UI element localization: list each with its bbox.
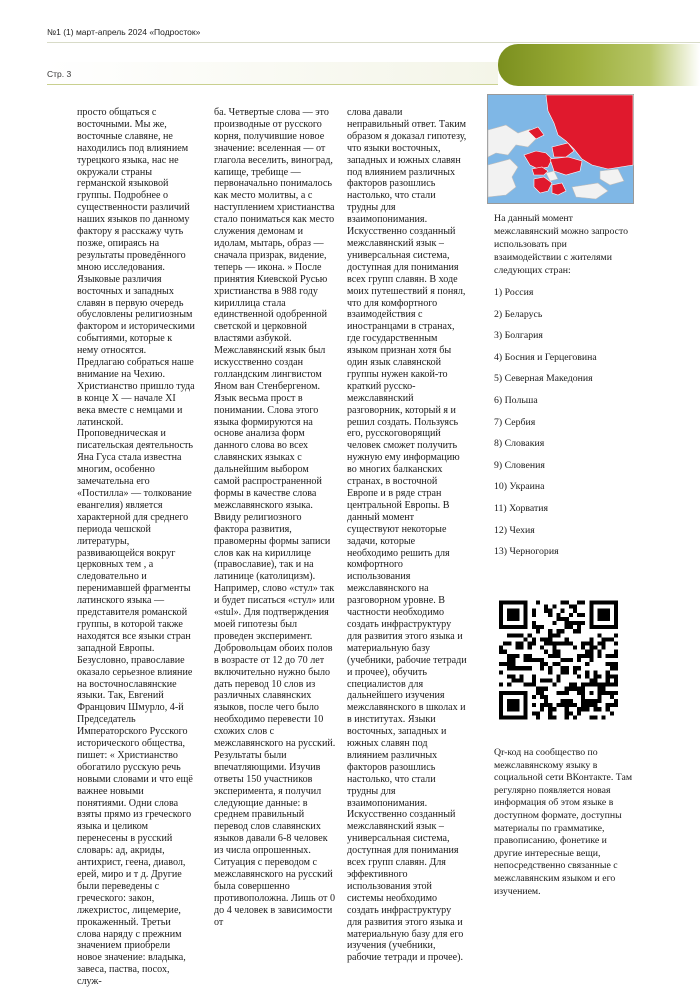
countries-sidebar bbox=[494, 212, 634, 567]
country-item: 1) Россия bbox=[494, 287, 534, 298]
qr-caption: Qr-код на сообщество по межславянскому языку в социальной сети ВКонтакте. Там регулярно появляется новая информация об этом языке в доступном формате, доступны материалы по грамматике, правописанию, фонетике и другие интересные вещи, непосредственно связанные с межславянским языком и его изучением. bbox=[494, 747, 633, 897]
countries-list bbox=[494, 286, 634, 558]
country-item: 12) Чехия bbox=[494, 524, 535, 536]
country-item: 11) Хорватия bbox=[494, 502, 549, 514]
accent-bar bbox=[498, 44, 700, 86]
country-item: 4) Босния и Герцеговина bbox=[494, 351, 597, 363]
qr-code-icon[interactable] bbox=[499, 598, 618, 722]
slavic-countries-map bbox=[487, 94, 634, 204]
page-number: Стр. 3 bbox=[47, 69, 72, 79]
header-rule bbox=[47, 42, 700, 43]
header-band bbox=[47, 62, 498, 85]
article-column-1: просто общаться с восточными. Мы же, восточные славяне, не находились под влиянием турецкого языка, нас не окружали страны германской языковой группы. Подробнее о существенности различий наших языков по данному фактору я расскажу чуть позже, опираясь на результаты проведённого мною исследования. Языковые различия восточных и западных славян в первую очередь обусловлены религиозным фактором и историческими событиями, которые к нему относятся. Предлагаю собраться наше внимание на Чехию. Христианство пришло туда в конце X — начале XI века вместе с немцами и латинской. Проповедническая и писательская деятельность Яна Гуса стала известна многим, особенно замечательна его «Постилла» — толкование евангелия) является характерной для среднего периода чешской литературы, развивающейся вокруг церковных тем , а следовательно и перенимавшей фрагменты латинского языка — представителя романской группы, в которой также находятся все языки стран западной Европы. Безусловно, православие оказало серьезное влияние на восточнославянские языки. Так, Евгений Францович Шмурло, 4-й Председатель Императорского Русского исторического общества, пишет: « Христианство обогатило русскую речь новыми словами и что ещё важнее новыми понятиями. Одни слова взяты прямо из греческого языка и целиком перенесены в русский словарь: ад, акриды, антихрист, геена, диавол, ерей, миро и т д. Другие были переведены с греческого: закон, лжехристос, лицемерие, прокаженный. Третьи слова наряду с прежним значением приобрели новое значение: владыка, завеса, паства, посох, служ- bbox=[77, 107, 195, 988]
article-column-3: слова давали неправильный ответ. Таким образом я доказал гипотезу, что языки восточных, западных и южных славян под влиянием различных факторов разошлись настолько, что стали трудны для взаимопонимания. Искусственно созданный межславянский язык – универсальная система, доступная для понимания всех групп славян. В ходе моих путешествий я понял, что для комфортного взаимодействия с иностранцами в странах, где государственным языком признан хотя бы один язык славянской группы нужен какой-то краткий русско-межславянский разговорник, который я и решил создать. Пользуясь его, русскоговорящий человек сможет получить нужную ему информацию во многих балканских странах, в восточной Европе и в ряде стран центральной Европы. В данный момент существуют некоторые задачи, которые необходимо решить для комфортного использования межславянского на разговорном уровне. В частности необходимо создать инфраструктуру для развития этого языка и материальную базу (учебники, рабочие тетради и прочее), обучить специалистов для дальнейшего изучения межславянского в школах и в институтах. Языки восточных, западных и южных славян под влиянием различных факторов разошлись настолько, что стали трудны для взаимопонимания. Искусственно созданный межславянский язык – универсальная система, доступная для понимания всех групп славян. Для эффективного использования этой системы необходимо создать инфраструктуру для развития этого языка и материальную базу для его изучения (учебники, рабочие тетради и прочее). bbox=[347, 107, 467, 964]
country-item: 10) Украина bbox=[494, 481, 545, 493]
article-column-2: ба. Четвертые слова — это производные от русского корня, получившие новое значение: вселенная — от глагола веселить, виноград, капище, требище — первоначально понималось как место молитвы, а с наступлением христианства стало пониматься как место служения демонам и идолам, мытарь, образ — сначала призрак, видение, теперь — икона. » После принятия Киевской Русью христианства в 988 году кириллица стала единственной одобренной светской и церковной властями азбукой. Межславянский язык был искусственно создан голландским лингвистом Яном ван Стенбергеном. Язык весьма прост в понимании. Слова этого языка формируются на основе анализа форм данного слова во всех славянских языках с дальнейшим выбором самой распространенной формы в качестве слова межславянского языка. Ввиду религиозного фактора развития, правомерны формы записи слов как на кириллице (православие), так и на латинице (католицизм). Например, слово «стул» так и будет писаться «стул» или «stul». Для подтверждения моей гипотезы был проведен эксперимент. Добровольцам обоих полов в возрасте от 12 до 70 лет включительно нужно было дать перевод 10 слов из различных славянских языков, после чего было необходимо перевести 10 схожих слов с межславянского на русский. Результаты были впечатляющими. Изучив ответы 150 участников эксперимента, я получил следующие данные: в среднем правильный перевод слов славянских языков давали 6-8 человек из числа опрошенных. Ситуация с переводом с межславянского на русский была совершенно противоположна. Лишь от 0 до 4 человек в зависимости от bbox=[214, 107, 336, 928]
country-item: 13) Черногория bbox=[494, 546, 559, 558]
country-item: 7) Сербия bbox=[494, 416, 536, 428]
country-item: 5) Северная Македония bbox=[494, 373, 593, 385]
country-item: 8) Словакия bbox=[494, 438, 545, 450]
country-item: 3) Болгария bbox=[494, 330, 543, 342]
country-item: 9) Словения bbox=[494, 459, 545, 471]
sidebar-intro: На данный момент межславянский можно запросто использовать при взаимодействии с жителями следующих стран: bbox=[494, 213, 628, 276]
country-item: 6) Польша bbox=[494, 394, 538, 406]
issue-header: №1 (1) март-апрель 2024 «Подросток» bbox=[47, 27, 201, 37]
country-item: 2) Беларусь bbox=[494, 308, 543, 320]
